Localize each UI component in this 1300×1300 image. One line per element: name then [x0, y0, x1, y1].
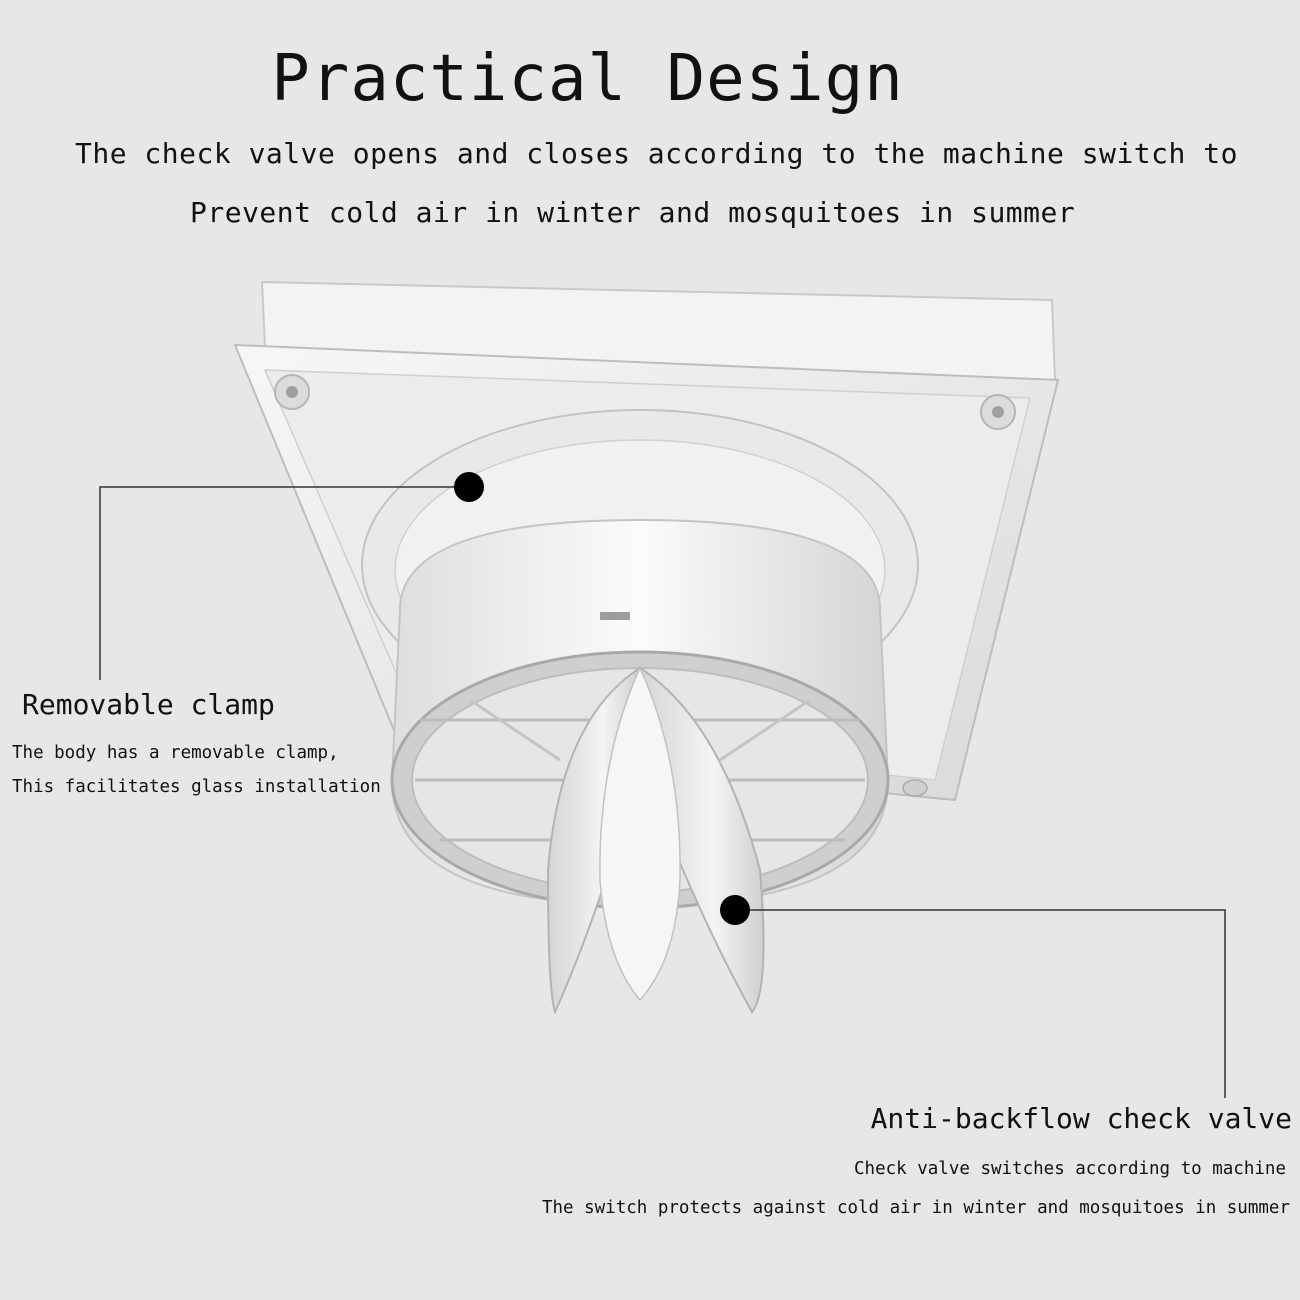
valve-callout-line-2: The switch protects against cold air in winter and mosquitoes in summer	[541, 1198, 1290, 1218]
valve-marker-dot	[720, 895, 750, 925]
clamp-callout-heading: Removable clamp	[22, 688, 275, 721]
clamp-callout-line-2: This facilitates glass installation	[12, 777, 381, 797]
screw-hole-bottom	[903, 780, 927, 796]
subtitle-line-2: Prevent cold air in winter and mosquitoes in summer	[190, 196, 1076, 229]
page-title: Practical Design	[271, 42, 904, 116]
clamp-marker-dot	[454, 472, 484, 502]
valve-callout-heading: Anti-backflow check valve	[870, 1102, 1292, 1135]
screw-hole-right	[981, 395, 1015, 429]
valve-callout-leader	[735, 910, 1225, 1098]
valve-callout-line-1: Check valve switches according to machine	[854, 1159, 1286, 1179]
clamp-callout-line-1: The body has a removable clamp,	[12, 743, 339, 763]
subtitle-line-1: The check valve opens and closes according to the machine switch to	[75, 137, 1238, 170]
screw-hole-left	[275, 375, 309, 409]
